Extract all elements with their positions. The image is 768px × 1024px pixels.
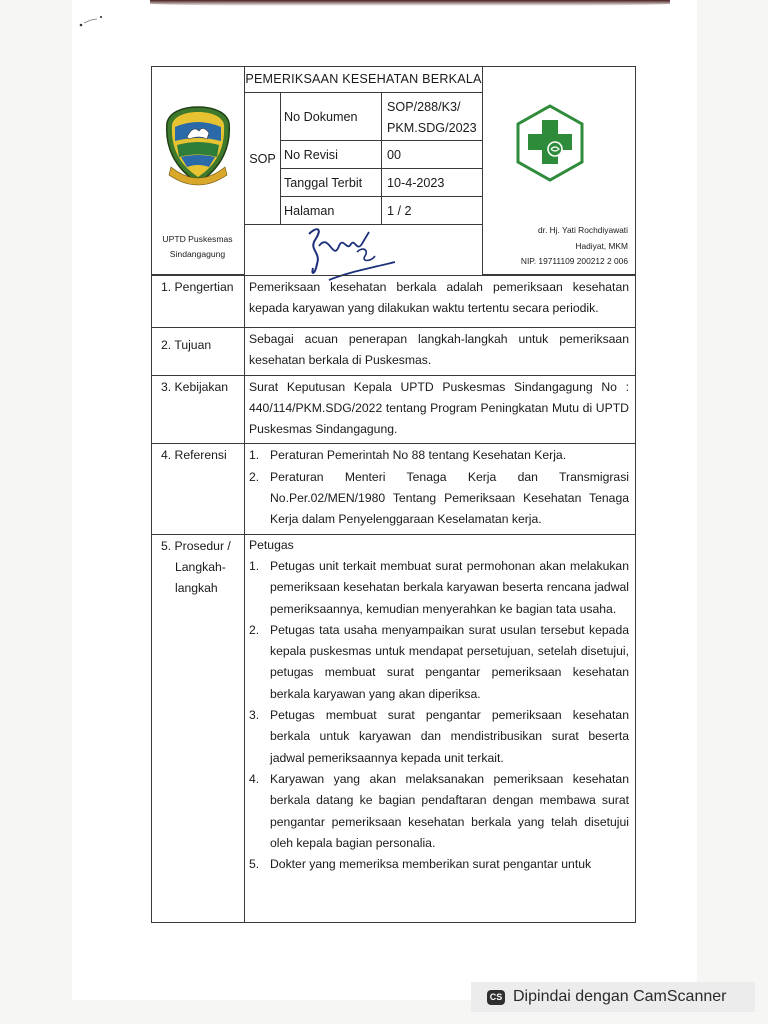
prosedur-item: 4. Karyawan yang akan melaksanakan pemeriksaan kesehatan berkala datang ke bagian pendaftaran dengan membawa surat pengantar pemeriksaan kesehatan berkala yang telah disetujui oleh kepala bagian personalia. bbox=[249, 771, 629, 850]
referensi-label: 4. Referensi bbox=[161, 448, 227, 463]
sop-title: PEMERIKSAAN KESEHATAN BERKALA bbox=[245, 72, 482, 86]
camscanner-watermark bbox=[471, 982, 755, 1012]
no-dokumen-value-cell bbox=[382, 93, 483, 141]
no-dokumen-label-cell bbox=[281, 93, 382, 141]
referensi-item: 1. Peraturan Pemerintah No 88 tentang Kesehatan Kerja. bbox=[249, 448, 567, 463]
camscanner-text: Dipindai dengan CamScanner bbox=[513, 988, 727, 1005]
referensi-label-cell bbox=[152, 444, 245, 534]
prosedur-label-cell bbox=[152, 534, 245, 922]
no-dokumen-value-1: SOP/288/K3/ bbox=[387, 100, 461, 114]
org-name-line1: UPTD Puskesmas bbox=[162, 234, 233, 244]
no-dokumen-value-2: PKM.SDG/2023 bbox=[387, 121, 477, 135]
kebijakan-label: 3. Kebijakan bbox=[161, 379, 229, 394]
no-revisi-label-cell bbox=[281, 141, 382, 169]
referensi-list bbox=[249, 445, 629, 530]
kebijakan-label-cell bbox=[152, 375, 245, 444]
sop-label: SOP bbox=[249, 151, 276, 166]
camscanner-icon: CS bbox=[487, 990, 505, 1005]
scan-speck bbox=[78, 14, 104, 28]
prosedur-list-cell bbox=[245, 534, 636, 922]
signer-block bbox=[482, 223, 632, 270]
signer-name: dr. Hj. Yati Rochdiyawati bbox=[538, 225, 628, 235]
prosedur-label-2: Langkah- bbox=[175, 559, 226, 574]
kebijakan-text: Surat Keputusan Kepala UPTD Puskesmas Sindangagung No : 440/114/PKM.SDG/2022 tentang Program Peningkatan Mutu di UPTD Puskesmas Sindangagung. bbox=[249, 379, 629, 437]
org-name bbox=[151, 232, 244, 262]
halaman-value: 1 / 2 bbox=[387, 203, 412, 218]
prosedur-item: 5. Dokter yang memeriksa memberikan surat pengantar untuk bbox=[249, 857, 592, 872]
tujuan-text-cell bbox=[245, 328, 636, 376]
tujuan-label: 2. Tujuan bbox=[161, 338, 212, 352]
pengertian-label: 1. Pengertian bbox=[161, 280, 234, 294]
prosedur-item: 1. Petugas unit terkait membuat surat permohonan akan melakukan pemeriksaan kesehatan berkala karyawan beserta rencana jadwal pemeriksaannya, kemudian menyerahkan ke bagian tata usaha. bbox=[249, 558, 629, 616]
prosedur-item: 2. Petugas tata usaha menyampaikan surat usulan tersebut kepada kepala puskesmas untuk mendapat persetujuan, setelah disetujui, petugas membuat surat pengantar pemeriksaan kesehatan berkala karyawan yang akan diperiksa. bbox=[249, 622, 629, 701]
kuningan-emblem-icon bbox=[163, 105, 233, 187]
org-name-line2: Sindangagung bbox=[169, 249, 226, 259]
halaman-value-cell bbox=[382, 197, 483, 225]
no-dokumen-label: No Dokumen bbox=[284, 109, 358, 124]
tanggal-terbit-label-cell bbox=[281, 169, 382, 197]
tanggal-terbit-value-cell bbox=[382, 169, 483, 197]
prosedur-intro: Petugas bbox=[249, 537, 294, 552]
sop-label-cell bbox=[245, 93, 281, 225]
pengertian-text-cell bbox=[245, 276, 636, 328]
no-revisi-value: 00 bbox=[387, 147, 402, 162]
sop-title-cell bbox=[245, 67, 483, 93]
referensi-list-cell bbox=[245, 444, 636, 534]
prosedur-label-3: langkah bbox=[175, 581, 218, 596]
scan-top-edge bbox=[150, 0, 670, 6]
pengertian-text: Pemeriksaan kesehatan berkala adalah pemeriksaan kesehatan kepada karyawan yang dilakukan waktu tertentu secara periodik. bbox=[249, 280, 629, 316]
halaman-label: Halaman bbox=[284, 203, 335, 218]
pengertian-label-cell bbox=[152, 276, 245, 328]
kebijakan-text-cell bbox=[245, 375, 636, 444]
tujuan-text: Sebagai acuan penerapan langkah-langkah untuk pemeriksaan kesehatan berkala di Puskesmas. bbox=[249, 332, 629, 368]
signer-name-2: Hadiyat, MKM bbox=[575, 240, 628, 251]
halaman-label-cell bbox=[281, 197, 382, 225]
tanggal-terbit-label: Tanggal Terbit bbox=[284, 175, 363, 190]
prosedur-item: 3. Petugas membuat surat pengantar pemeriksaan kesehatan berkala untuk karyawan dan mendistribusikan surat beserta jadwal pemeriksaannya kepada unit terkait. bbox=[249, 708, 629, 765]
signature-cell bbox=[245, 225, 483, 275]
prosedur-list bbox=[249, 556, 629, 875]
tujuan-label-cell bbox=[152, 328, 245, 376]
no-revisi-label: No Revisi bbox=[284, 147, 338, 162]
tanggal-terbit-value: 10-4-2023 bbox=[387, 175, 445, 190]
puskesmas-logo-icon bbox=[515, 104, 585, 182]
prosedur-label-1: 5. Prosedur / bbox=[161, 538, 231, 553]
no-revisi-value-cell bbox=[382, 141, 483, 169]
referensi-item: 2. Peraturan Menteri Tenaga Kerja dan Transmigrasi No.Per.02/MEN/1980 Tentang Pemeriksaan Kesehatan Tenaga Kerja dalam Penyelenggaraan Keselamatan kerja. bbox=[249, 469, 629, 527]
signer-nip: NIP. 19711109 200212 2 006 bbox=[520, 256, 628, 266]
sop-content-table bbox=[151, 275, 636, 923]
